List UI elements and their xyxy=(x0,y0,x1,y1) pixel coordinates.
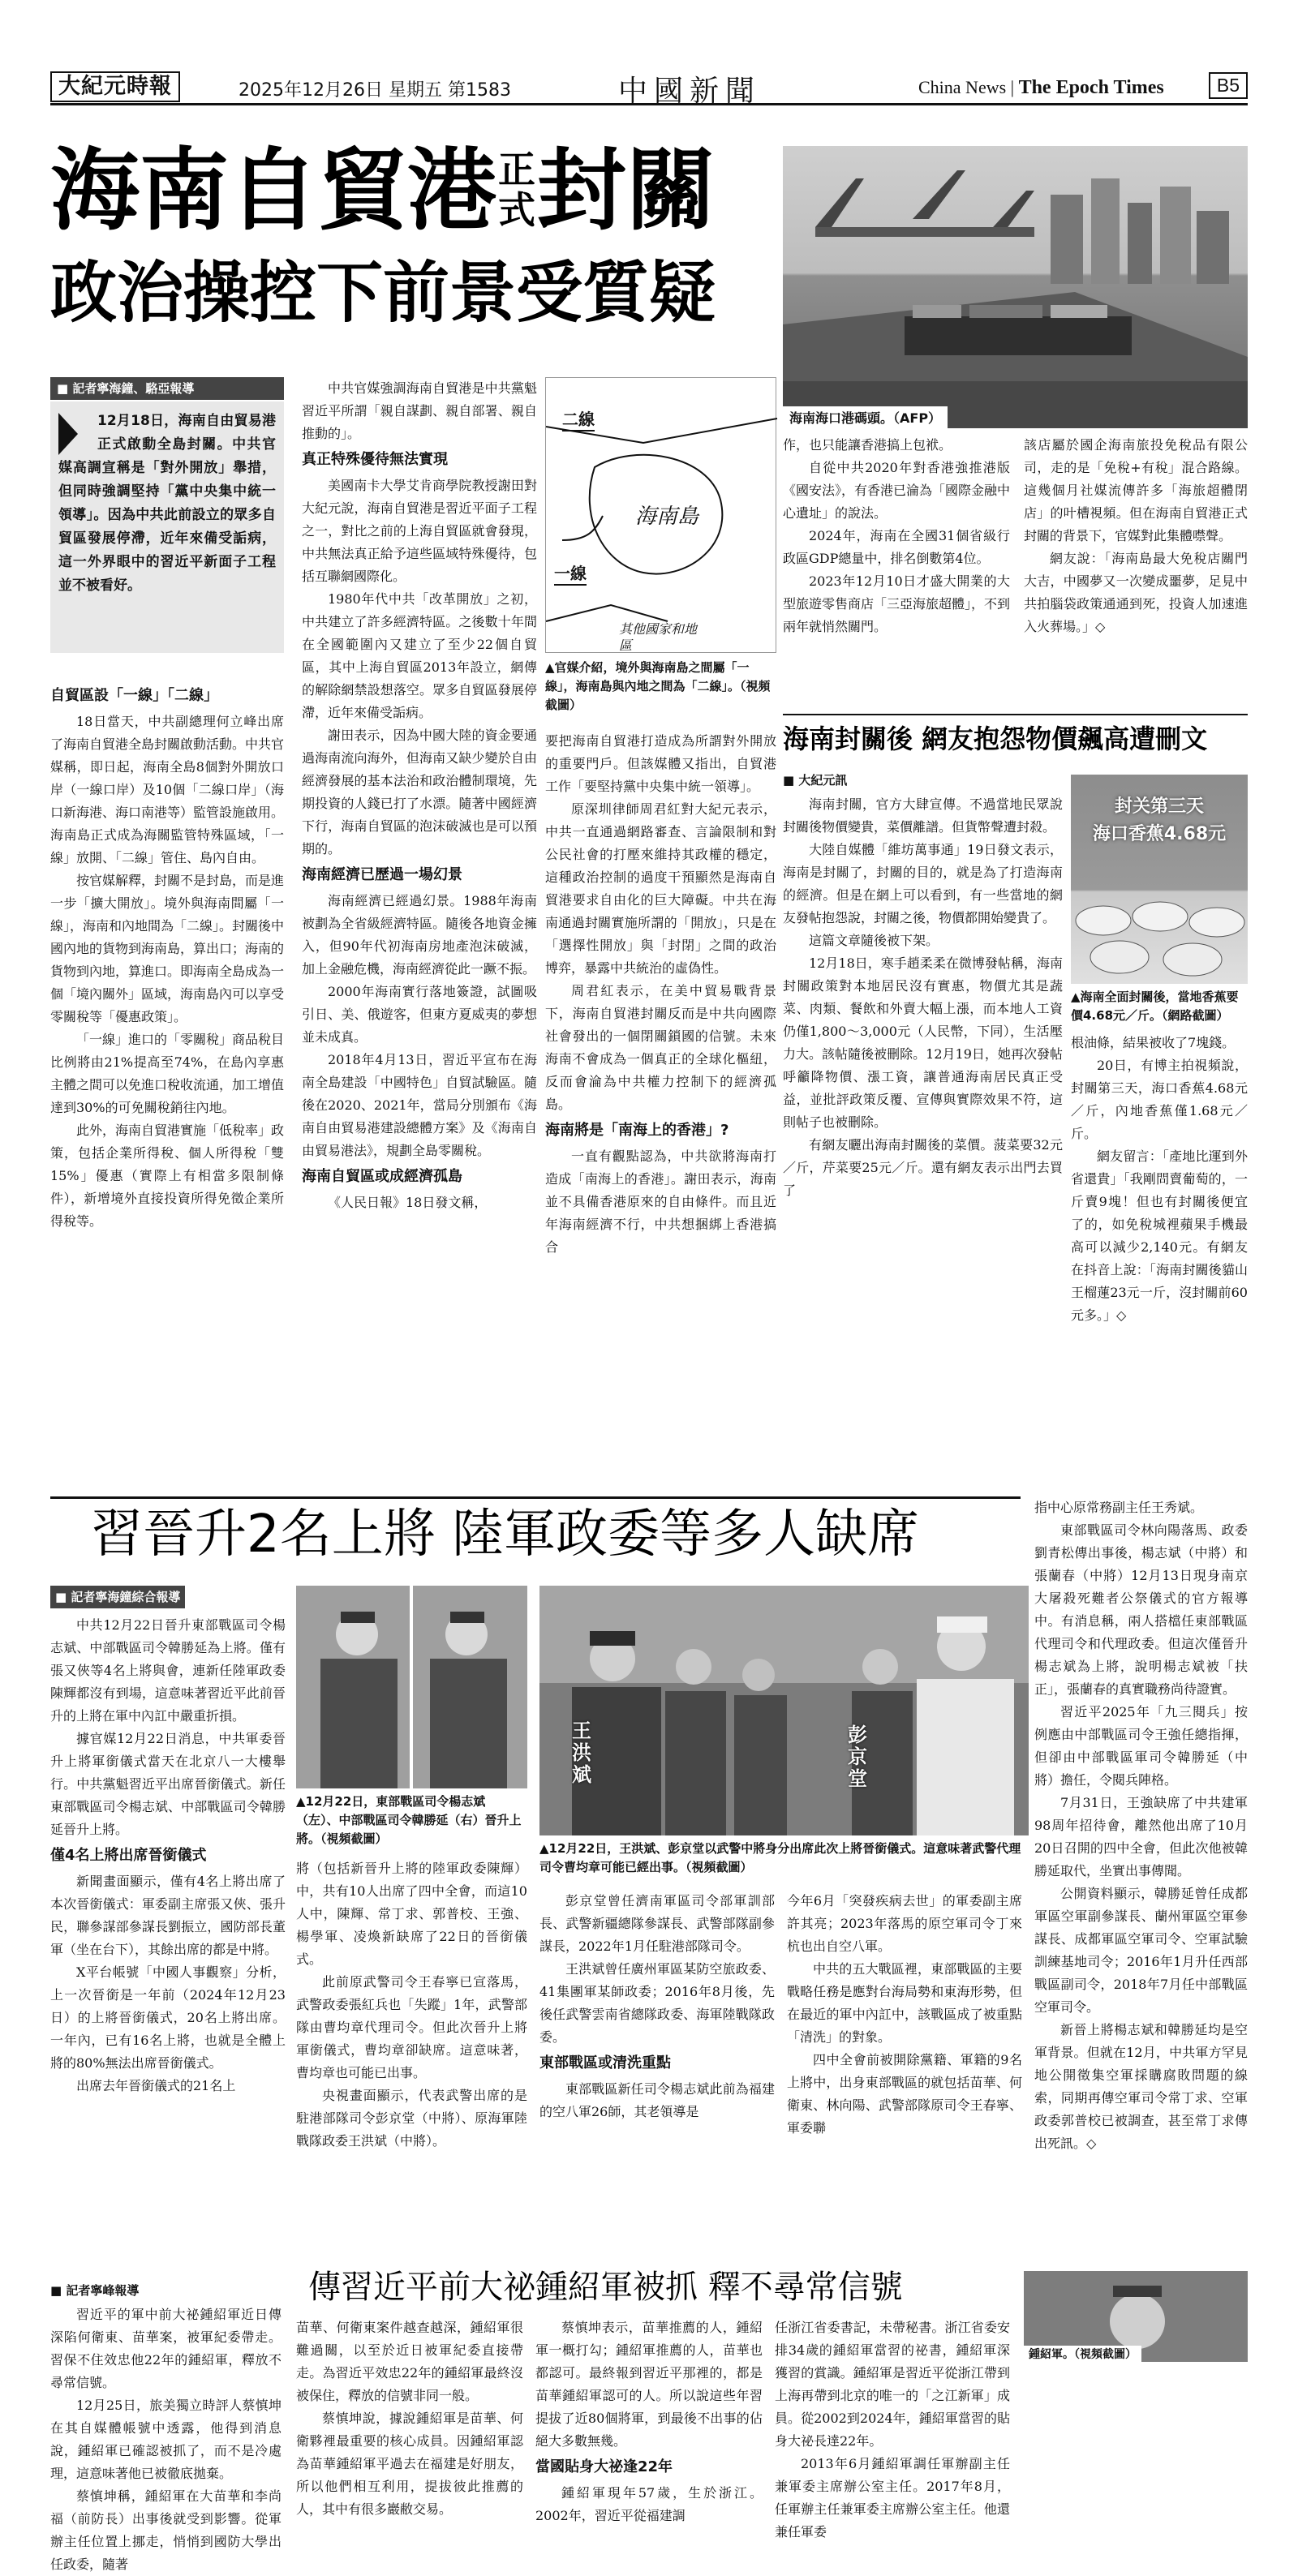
story4-paragraph: 12月25日，旅美獨立時評人蔡慎坤在其自媒體帳號中透露，他得到消息說，鍾紹軍已確認被抓了，而不是冷處理，這意味著他已被徹底拋棄。 xyxy=(50,2398,282,2481)
story2-paragraph: 根油條，結果被收了7塊錢。 xyxy=(1071,1035,1236,1050)
story1-paragraph: 2023年12月10日才盛大開業的大型旅遊零售商店「三亞海旅超體」，不到兩年就悄然關門。 xyxy=(783,573,1011,634)
story1-paragraph: 該店屬於國企海南旅投免稅品有限公司，走的是「免稅+有稅」混合路線。這幾個月社媒流傳許多「海旅超體閉店」的叶槽視頻。但在海南自貿港正式封關的背景下，官媒對此集體噤聲。 xyxy=(1024,437,1248,543)
story4-paragraph: 鍾紹軍現年57歲，生於浙江。2002年，習近平從福建調 xyxy=(535,2485,763,2523)
ceremony-label-2: 彭京堂 xyxy=(848,1723,867,1790)
story3-paragraph: 新晉上將楊志斌和韓勝延均是空軍背景。但就在12月，中共軍方罕見地公開徵集空軍採購腐敗問題的線索，同期再傳空軍司令常丁求、空軍政委郭普校已被調查，甚至常丁求傳出死訊。◇ xyxy=(1034,2022,1248,2151)
story1-column-5 xyxy=(1024,434,1248,673)
port-illustration xyxy=(783,146,1248,428)
story1-paragraph: 中共官媒強調海南自貿港是中共黨魁習近平所謂「親自謀劃、親自部署、親自推動的」。 xyxy=(302,380,537,441)
story3-paragraph: 今年6月「突發疾病去世」的軍委副主席許其亮；2023年落馬的原空軍司令丁來杭也出自空八軍。 xyxy=(787,1893,1022,1954)
story1-paragraph: 作，也只能讓香港搞上包袱。 xyxy=(783,437,952,453)
story2-paragraph: 這篇文章隨後被下架。 xyxy=(809,933,939,948)
brand-line: China News | The Epoch Times xyxy=(918,77,1164,98)
generals-illustration xyxy=(296,1586,527,1788)
story2-top-rule xyxy=(783,714,1248,715)
story1-column-2 xyxy=(302,377,537,1480)
story3-column-3 xyxy=(539,1890,775,2263)
banana-photo-text-2: 海口香蕉4.68元 xyxy=(1092,824,1227,844)
brand-en: China News xyxy=(918,77,1007,97)
story4-column-3 xyxy=(535,2316,763,2523)
map-caption: ▲官媒介紹，境外與海南島之間屬「一線」，海南島與內地之間為「二線」。（視頻截圖） xyxy=(545,660,771,712)
story3-paragraph: 東部戰區新任司令楊志斌此前為福建的空八軍26師，其老領導是 xyxy=(539,2081,775,2119)
story1-headline-b: 封關 xyxy=(537,138,716,243)
story3-paragraph: 7月31日，王強缺席了中共建軍98周年招待會，離然他出席了10月20日召開的四中全會，但此次他被韓勝延取代，坐實出事傳聞。 xyxy=(1034,1795,1248,1878)
story3-paragraph: 中共的五大戰區裡，東部戰區的主要戰略任務是應對台海局勢和東海形勢，但在最近的軍中內訌中，該戰區成了被重點「清洗」的對象。 xyxy=(787,1961,1022,2045)
zhong-shaojun-photo xyxy=(1024,2271,1248,2362)
banana-photo-caption: ▲海南全面封關後，當地香蕉要價4.68元／斤。（網路截圖） xyxy=(1071,990,1239,1023)
hainan-port-photo xyxy=(783,146,1248,428)
story4-paragraph: 蔡慎坤說，據說鍾紹軍是苗華、何衛夥裡最重要的核心成員。因鍾紹軍認為苗華鍾紹軍平過去在福建是好朋友，所以他們相互利用，提拔彼此推薦的人，其中有很多巖敝交易。 xyxy=(296,2411,523,2517)
story1-column-4 xyxy=(783,434,1010,673)
issue-date: 2025年12月26日 星期五 第1583 xyxy=(239,80,511,101)
story1-headline-small xyxy=(498,149,535,230)
story2-byline: ■ 大紀元訊 xyxy=(783,769,847,792)
story4-paragraph: 苗華、何衛東案件越查越深，鍾紹軍很難過關，以至於近日被軍紀委直接帶走。為習近平效忠22年的鍾紹軍最終沒被保住，釋放的信號非同一般。 xyxy=(296,2320,523,2403)
ceremony-photo-caption: ▲12月22日，王洪斌、彭京堂以武警中將身分出席此次上將晉銜儀式。這意味著武警代理司令曹均章可能已經出事。（視頻截圖） xyxy=(539,1841,1021,1874)
story1-headline-a: 海南自貿港 xyxy=(50,138,496,243)
story1-deck: 政治操控下前景受質疑 xyxy=(50,254,716,332)
story1-paragraph: 2024年，海南在全國31個省級行政區GDP總量中，排名倒數第4位。 xyxy=(783,528,1010,566)
story1-byline: ■ 記者寧海鐘、駱亞報導 xyxy=(50,377,284,400)
brand-paper: The Epoch Times xyxy=(1018,77,1164,98)
story1-headline-small-a: 正 xyxy=(498,148,535,191)
story1-paragraph: 原深圳律師周君紅對大紀元表示，中共一直通過網路審查、言論限制和對公民社會的打壓來維持其政權的穩定，這種政治控制的過度干預顯然是海南自貿港要求自由化的巨大障礙。中共在海南通過封關實施所謂的「開放」，只是在「選擇性開放」與「封閉」之間的政治博弈，暴露中共統治的虛偽性。 xyxy=(545,801,776,976)
banana-bunches xyxy=(1071,888,1248,984)
story1-subhead-3: 海南經濟已歷過一場幻景 xyxy=(302,866,462,883)
story1-paragraph: 「一線」進口的「零關稅」商品稅目比例將由21%提高至74%，在島內享惠主體之間可以免進口稅收流通，加工增值達到30%的可免關稅銷往內地。 xyxy=(50,1032,285,1115)
story3-headline: 習晉升2名上將 陸軍政委等多人缺席 xyxy=(91,1505,920,1565)
story3-paragraph: 彭京堂曾任濟南軍區司令部軍訓部長、武警新疆總隊參謀長、武警部隊副參謀長，2022年1月任駐港部隊司令。 xyxy=(539,1893,775,1954)
story2-paragraph: 大陸自媒體「維坊萬事通」19日發文表示，海南是封關了，封關的目的，就是為了打造海南的經濟。但是在網上可以看到，有一些當地的網友發帖抱怨說，封關之後，物價都開始變貴了。 xyxy=(783,842,1063,925)
port-photo-caption: 海南海口港碼頭。（AFP） xyxy=(783,406,948,428)
story1-paragraph: 1980年代中共「改革開放」之初，中共建立了許多經濟特區。之後數十年間在全國範圍內又建立了至少22個自貿區，其中上海自貿區2013年設立，網傳的解除網禁設想落空。眾多自貿區發展停滯，近年來備受詬病。 xyxy=(302,591,537,720)
story1-paragraph: 周君紅表示，在美中貿易戰背景下，海南自貿港封關反而是中共向國際社會發出的一個閉關鎖國的信號。未來海南不會成為一個真正的全球化樞紐，反而會淪為中共權力控制下的經濟孤島。 xyxy=(545,983,776,1112)
story1-paragraph: 美國南卡大學艾肯商學院教授謝田對大紀元說，海南自貿港是習近平面子工程之一，對比之前的上海自貿區就會發現，中共無法真正給予這些區域特殊優待，包括互聯網國際化。 xyxy=(302,478,537,584)
story1-lead: 12月18日，海南自由貿易港正式啟動全島封關。中共官媒高調宣稱是「對外開放」舉措，但同時強調堅持「黨中央集中統一領導」。因為中共此前設立的眾多自貿區發展停滯，近年來備受詬病，這一外界眼中的習近平新面子工程並不被看好。 xyxy=(58,413,276,594)
story3-paragraph: 中共12月22日晉升東部戰區司令楊志斌、中部戰區司令韓勝延為上將。僅有張又俠等4名上將與會，連新任陸軍政委陳輝都沒有到場，這意味著習近平此前晉升的上將在軍中內訌中嚴重折損。 xyxy=(50,1617,286,1724)
story1-paragraph: 一直有觀點認為，中共欲將海南打造成「南海上的香港」。謝田表示，海南並不具備香港原來的自由條件。而且近年海南經濟不行，中共想捆綁上香港搞合 xyxy=(545,1148,776,1255)
story3-paragraph: 四中全會前被開除黨籍、軍籍的9名上將中，出身東部戰區的就包括苗華、何衛東、林向陽、武警部隊原司令王春寧、軍委聯 xyxy=(787,2052,1022,2136)
story2-paragraph: 網友留言：「產地比運到外省還貴」「我剛問賣葡萄的，一斤賣9塊！但也有封關後便宜了的，如免稅城裡蘋果手機最高可以減少2,140元。有網友在抖音上說：「海南封關後貓山王榴蓮23元一斤，沒封關前60元多。」◇ xyxy=(1071,1148,1248,1323)
masthead xyxy=(50,68,1248,108)
hainan-map-figure xyxy=(545,377,776,653)
story1-subhead-2: 真正特殊優待無法實現 xyxy=(302,451,448,468)
story2-paragraph: 有網友曬出海南封關後的菜價。菠菜要32元／斤，芹菜要25元／斤。還有網友表示出門去買了 xyxy=(783,1137,1063,1198)
story4-column-4 xyxy=(775,2316,1010,2540)
story1-subhead-1: 自貿區設「一線」「二線」 xyxy=(50,687,218,704)
story3-column-1 xyxy=(50,1614,286,2263)
generals-photo-caption: ▲12月22日，東部戰區司令楊志斌（左）、中部戰區司令韓勝延（右）晉升上將。（視頻截圖） xyxy=(296,1794,522,1846)
story3-paragraph: 東部戰區司令林向陽落馬、政委劉青松傳出事後，楊志斌（中將）和張蘭春（中將）12月13日現身南京大屠殺死難者公祭儀式的官方報導中。有消息稱，兩人搭檔任東部戰區代理司令和代理政委。但這次僅晉升楊志斌為上將，說明楊志斌被「扶正」，張蘭春的真實職務尚待證實。 xyxy=(1034,1522,1248,1697)
story1-paragraph: 2018年4月13日，習近平宣布在海南全島建設「中國特色」自貿試驗區。隨後在2020、2021年，當局分別頒布《海南自由貿易港建設總體方案》及《海南自由貿易港法》，規劃全島零關稅。 xyxy=(302,1052,537,1158)
story2-paragraph: 海南封關，官方大肆宣傳。不過當地民眾說封關後物價變貴，菜價離譜。但貨幣聲遭封殺。 xyxy=(783,796,1063,835)
story1-subhead-5: 海南將是「南海上的香港」? xyxy=(545,1122,729,1139)
story4-column-2 xyxy=(296,2316,523,2517)
story3-paragraph: 習近平2025年「九三閱兵」按例應由中部戰區司令王強任總指揮，但卻由中部戰區軍司令韓勝延（中將）擔任，令閱兵陣格。 xyxy=(1034,1704,1248,1788)
story3-paragraph: 將（包括新晉升上將的陸軍政委陳輝）中，共有10人出席了四中全會，而這10人中，陳輝、常丁求、郭普校、王強、楊學軍、凌煥新缺席了22日的晉銜儀式。 xyxy=(296,1861,527,1967)
section-title: 中國新聞 xyxy=(618,75,762,108)
map-label-line-2: 二線 xyxy=(562,406,595,431)
story3-subhead-2: 東部戰區或清洗重點 xyxy=(539,2054,671,2072)
story3-paragraph: 公開資料顯示，韓勝延曾任成都軍區空軍副參謀長、蘭州軍區空軍參謀長、成都軍區空軍司令、空軍試驗訓練基地司令；2016年1月升任西部戰區副司令，2018年7月任中部戰區空軍司令。 xyxy=(1034,1886,1248,2015)
story1-column-1 xyxy=(50,681,284,1476)
generals-photo xyxy=(296,1586,527,1788)
story3-column-5 xyxy=(1034,1496,1248,2263)
story3-column-4 xyxy=(787,1890,1022,2263)
story4-paragraph: 2013年6月鍾紹軍調任軍辦副主任兼軍委主席辦公室主任。2017年8月，任軍辦主任兼軍委主席辦公室主任。他還兼任軍委 xyxy=(775,2456,1010,2540)
story4-column-1 xyxy=(50,2303,282,2572)
story1-paragraph: 網友說：「海南島最大免稅店關門大吉，中國夢又一次變成噩夢，足見中共拍腦袋政策通通到死，投資人加速進入火葬場。」◇ xyxy=(1024,551,1248,634)
story3-paragraph: 央視畫面顯示，代表武警出席的是駐港部隊司令彭京堂（中將）、原海軍陸戰隊政委王洪斌（中將）。 xyxy=(296,2088,527,2149)
story1-paragraph: 《人民日報》18日發文稱， xyxy=(328,1195,488,1210)
story2-paragraph: 12月18日，寒手趙柔柔在微博發帖稱，海南封關政策對本地居民沒有實惠，物價尤其是蔬菜、肉類、餐飲和外賣大幅上漲，而本地人工資仍僅1,800～3,000元（人民幣，下同），生活壓力大。該帖隨後被刪除。12月19日，她再次發帖呼籲降物價、漲工資，讓普通海南居民真正受益，並批評政策反覆、宣傳與實際效果不符，這則帖子也被刪除。 xyxy=(783,955,1063,1130)
banana-photo-text-1: 封关第三天 xyxy=(1114,796,1204,817)
story1-headline-small-b: 式 xyxy=(498,188,535,232)
story1-paragraph: 海南經濟已經過幻景。1988年海南被劃為全省級經濟特區。隨後各地資金擁入，但90年代初海南房地產泡沫破滅，加上金融危機，海南經濟從此一蹶不振。 xyxy=(302,893,537,977)
story2-paragraph: 20日，有博主拍視頻說，封關第三天，海口香蕉4.68元／斤，內地香蕉僅1.68元／斤。 xyxy=(1071,1058,1248,1141)
zhong-photo-caption: 鍾紹軍。（視頻截圖） xyxy=(1024,2346,1141,2362)
story1-paragraph: 18日當天，中共副總理何立峰出席了海南自貿港全島封關啟動活動。中共官媒稱，即日起，海南全島8個對外開放口岸（一線口岸）及10個「二線口岸」（海口新海港、海口南港等）監管設施啟用。海南島正式成為海關監管特殊區域，「一線」放開、「二線」管住、島內自由。 xyxy=(50,714,285,865)
story3-paragraph: 王洪斌曾任廣州軍區某防空旅政委、41集團軍某師政委；2016年8月後，先後任武警雲南省總隊政委、海軍陸戰隊政委。 xyxy=(539,1961,775,2045)
story3-paragraph: 此前原武警司令王春寧已宣落馬，武警政委張紅兵也「失蹤」1年，武警部隊由曹均章代理司令。但此次晉升上將軍銜儀式，曹均章卻缺席。這意味著，曹均章也可能已出事。 xyxy=(296,1974,527,2080)
story3-subhead-1: 僅4名上將出席晉銜儀式 xyxy=(50,1847,207,1864)
story3-paragraph: X平台帳號「中國人事觀察」分析，上一次晉銜是一年前（2024年12月23日）的上將晉銜儀式，20名上將出席。一年內，已有16名上將，也就是全體上將的80%無法出席晉銜儀式。 xyxy=(50,1964,286,2071)
story2-headline: 海南封關後 網友抱怨物價飆高遭刪文 xyxy=(783,723,1208,754)
story4-paragraph: 蔡慎坤稱，鍾紹軍在大苗華和李尚福（前防長）出事後就受到影響。從軍辦主任位置上挪走，悄悄到國防大學出任政委，隨著 xyxy=(50,2488,282,2572)
story4-paragraph: 習近平的軍中前大祕鍾紹軍近日傳深陷何衛東、苗華案，被軍紀委帶走。習保不住效忠他22年的鍾紹軍，釋放不尋常信號。 xyxy=(50,2307,282,2390)
story3-byline: ■ 記者寧海鐘綜合報導 xyxy=(50,1586,185,1608)
story1-paragraph: 自從中共2020年對香港強推港版《國安法》，有香港已淪為「國際金融中心遺址」的說法。 xyxy=(783,460,1011,521)
story4-paragraph: 蔡慎坤表示，苗華推薦的人，鍾紹軍一概打勾；鍾紹軍推薦的人，苗華也都認可。最終報到習近平那裡的，都是苗華鍾紹軍認可的人。所以說這些年習提拔了近80個將軍，到最後不出事的佔絕大多數無幾。 xyxy=(535,2320,763,2449)
story4-headline: 傳習近平前大祕鍾紹軍被抓 釋不尋常信號 xyxy=(308,2269,903,2306)
map-label-line-1: 一線 xyxy=(554,560,587,586)
newspaper-logo: 大紀元時報 xyxy=(50,71,180,102)
story2-column-2 xyxy=(1071,1032,1248,1476)
story1-paragraph: 謝田表示，因為中國大陸的資金要通過海南流向海外，但海南又缺少變於自由經濟發展的基本法治和政治體制環境，先期投資的人錢已打了水漂。隨著中國經濟下行，海南自貿區的泡沫破滅也是可以預期的。 xyxy=(302,728,537,857)
ceremony-illustration xyxy=(539,1586,1029,1835)
story4-byline: ■ 記者寧峰報導 xyxy=(50,2279,139,2302)
story1-paragraph: 此外，海南自貿港實施「低稅率」政策，包括企業所得稅、個人所得稅「雙15%」優惠（實際上有相當多限制條件），新增境外直接投資所得免徵企業所得稅等。 xyxy=(50,1123,285,1229)
page-number: B5 xyxy=(1209,72,1248,99)
story1-headline xyxy=(50,138,716,243)
story1-paragraph: 按官媒解釋，封關不是封島，而是進一步「擴大開放」。境外與海南間屬「一線」，海南和內地間為「二線」。封關後中國內地的貨物到海南島，算出口；海南的貨物到內地，算進口。即海南全島成為一個「境內關外」區域，海南島內可以享受零關稅等「優惠政策」。 xyxy=(50,873,285,1024)
story4-subhead-1: 當國貼身大祕逢22年 xyxy=(535,2458,673,2475)
map-label-other: 其他國家和地區 xyxy=(619,621,698,653)
lead-arrow-icon xyxy=(58,413,91,455)
ceremony-label-1: 王洪斌 xyxy=(572,1719,591,1786)
section-divider-1 xyxy=(50,1496,1021,1499)
story1-column-3 xyxy=(545,730,776,1476)
story1-subhead-4: 海南自貿區或成經濟孤島 xyxy=(302,1168,462,1185)
map-label-island: 海南島 xyxy=(635,504,699,529)
story3-paragraph: 出席去年晉銜儀式的21名上 xyxy=(76,2078,236,2093)
story1-paragraph: 要把海南自貿港打造成為所謂對外開放的重要門戶。但該媒體又指出，自貿港工作「要堅持黨中央集中統一領導」。 xyxy=(545,733,776,794)
banana-photo xyxy=(1071,775,1248,984)
story1-paragraph: 2000年海南實行落地簽證，試圖吸引日、美、俄遊客，但東方夏威夷的夢想並未成真。 xyxy=(302,984,537,1045)
story2-column-1 xyxy=(783,793,1063,1476)
story3-paragraph: 指中心原常務副主任王秀斌。 xyxy=(1034,1500,1204,1515)
story1-lead-box xyxy=(50,401,284,653)
ceremony-photo xyxy=(539,1586,1029,1835)
story3-paragraph: 據官媒12月22日消息，中共軍委晉升上將軍銜儀式當天在北京八一大樓舉行。中共黨魁習近平出席晉銜儀式。新任東部戰區司令楊志斌、中部戰區司令韓勝延晉升上將。 xyxy=(50,1731,286,1837)
story3-paragraph: 新聞畫面顯示，僅有4名上將出席了本次晉銜儀式：軍委副主席張又俠、張升民，聯參謀部參謀長劉振立，國防部長董軍（坐在台下），其餘出席的都是中將。 xyxy=(50,1874,286,1957)
story4-paragraph: 任浙江省委書記，未帶秘書。浙江省委安排34歲的鍾紹軍當習的祕書，鍾紹軍深獲習的賞識。鍾紹軍是習近平從浙江帶到上海再帶到北京的唯一的「之江新軍」成員。從2002到2024年，鍾紹軍當習的貼身大祕長達22年。 xyxy=(775,2320,1010,2449)
story3-column-2 xyxy=(296,1857,527,2263)
